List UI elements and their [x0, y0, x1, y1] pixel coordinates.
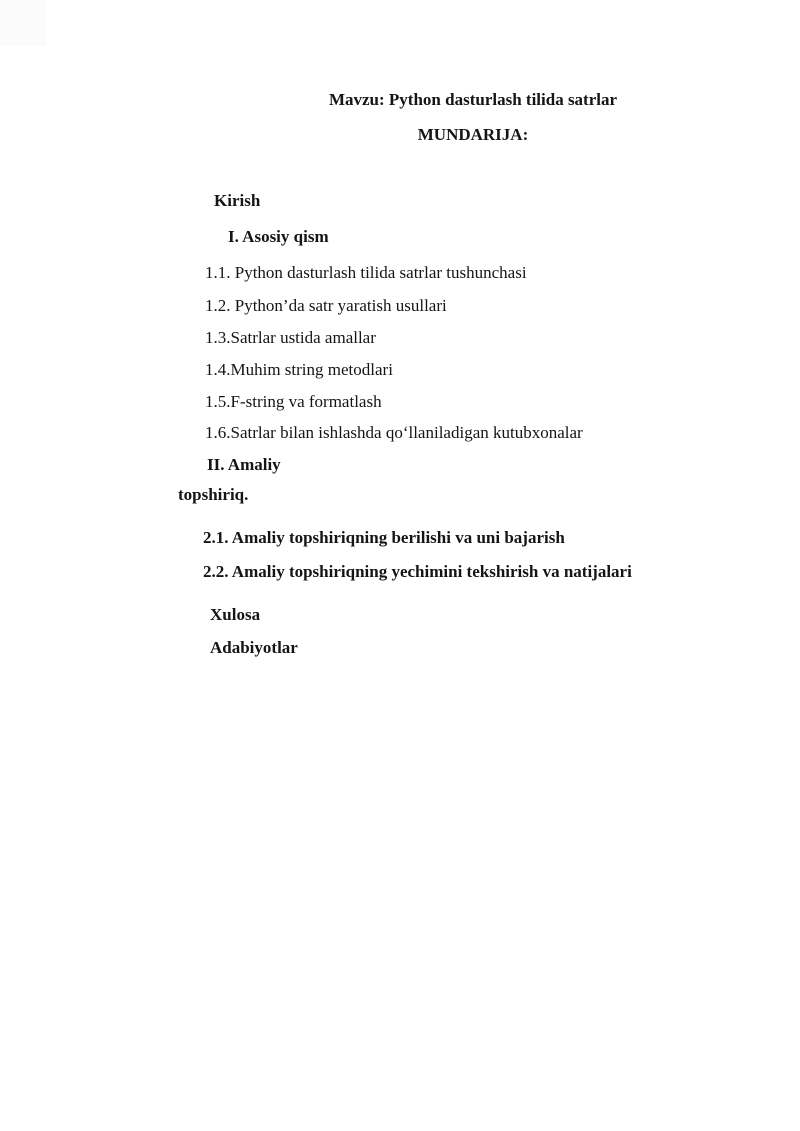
- document-title: Mavzu: Python dasturlash tilida satrlar: [328, 90, 618, 109]
- toc-heading: MUNDARIJA:: [417, 125, 529, 144]
- toc-entry-xulosa: Xulosa: [210, 605, 261, 624]
- toc-item-1-3: 1.3.Satrlar ustida amallar: [205, 328, 376, 347]
- toc-item-1-6: 1.6.Satrlar bilan ishlashda qo‘llaniladigan kutubxonalar: [205, 423, 583, 442]
- toc-item-2-2: 2.2. Amaliy topshiriqning yechimini tekshirish va natijalari: [203, 562, 632, 581]
- toc-item-1-2: 1.2. Python’da satr yaratish usullari: [205, 296, 447, 315]
- toc-section-1-heading: I. Asosiy qism: [228, 227, 329, 246]
- toc-item-1-4: 1.4.Muhim string metodlari: [205, 360, 393, 379]
- scan-artifact: [0, 0, 46, 46]
- toc-item-1-5: 1.5.F-string va formatlash: [205, 392, 382, 411]
- toc-entry-adabiyotlar: Adabiyotlar: [210, 638, 298, 657]
- toc-item-1-1: 1.1. Python dasturlash tilida satrlar tushunchasi: [205, 263, 527, 282]
- toc-entry-kirish: Kirish: [214, 191, 261, 210]
- toc-section-2-heading-line1: II. Amaliy: [207, 455, 281, 474]
- toc-item-2-1: 2.1. Amaliy topshiriqning berilishi va uni bajarish: [203, 528, 565, 547]
- toc-section-2-heading-line2: topshiriq.: [178, 485, 249, 504]
